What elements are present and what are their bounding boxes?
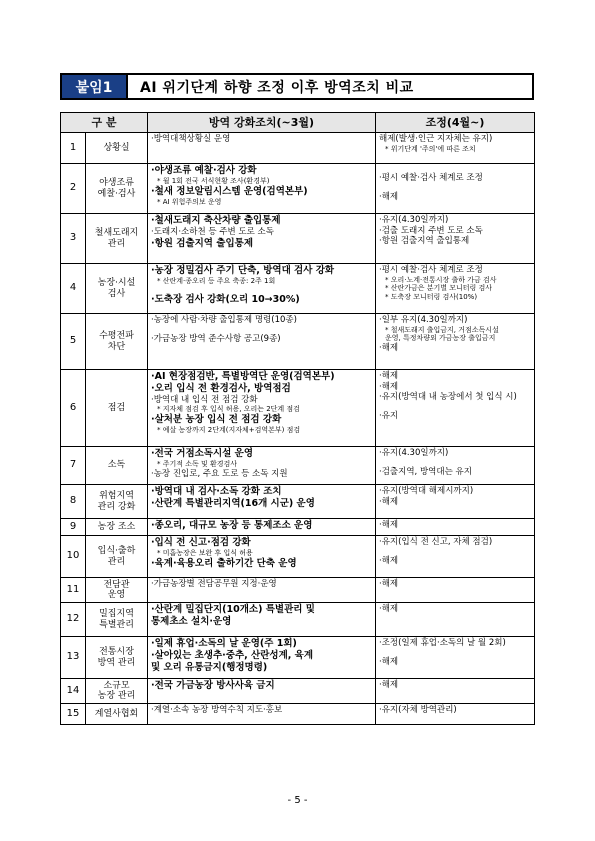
row-category [86,637,148,679]
table-row [61,637,535,679]
row-category [86,603,148,637]
item-text: ·해제 [379,520,399,530]
row-category [86,578,148,603]
item-text: ·AI 현장점검반, 특별방역단 운영(검역본부) [151,371,335,382]
item-text: ·산란계 특별관리지역(16개 시군) 운영 [151,497,315,509]
table-row [61,264,535,314]
note-text: * 오리·노계·전통시장 출하 가금 검사 [385,275,497,284]
category-label: 계열사협회 [94,708,139,719]
item-text: ·살처분 농장 입식 전 점검 강화 [151,414,282,426]
category-label: 농장 조소 [97,521,136,532]
item-text: ·전국 거점소독시설 운영 [151,448,253,459]
table-row [61,704,535,725]
strengthened-measures-cell [148,164,376,214]
item-text: ·도축장 검사 강화(오리 10→30%) [151,293,300,305]
item-text: ·조정(일제 휴업·소독의 날 월 2회) [379,638,506,648]
table-row [61,485,535,519]
item-text: ·철새 정보알림시스템 운영(검역본부) [151,185,308,197]
strengthened-measures-cell [148,485,376,519]
category-label: 위험지역 [99,491,134,502]
category-label: 상황실 [103,142,130,153]
adjusted-measures-cell [376,519,535,536]
item-text: ·농장 진입로, 주요 도로 등 소독 지원 [151,468,288,479]
row-category [86,314,148,370]
strengthened-measures-cell [148,314,376,370]
item-text: ·방역대 내 입식 전 점검 강화 [151,394,258,405]
category-label: 수평전파 [99,331,134,342]
table-row [61,164,535,214]
item-text: ·산란계 밀집단지(10개소) 특별관리 및 [151,604,315,615]
spacer [379,459,531,467]
item-text: ·평시 예찰·검사 체계로 조정 [379,265,483,275]
table-row [61,578,535,603]
adjusted-measures-cell [376,679,535,704]
header-category: 구 분 [61,113,148,133]
item-text: ·유지(방역대 내 농장에서 첫 입식 시) [379,392,517,403]
note-text: * 미흡농장은 보완 후 입식 허용 [157,548,253,557]
item-text: ·해제 [379,579,399,589]
category-label: 차단 [107,341,126,352]
table-row [61,447,535,485]
item-text: ·유지(4.30일까지) [379,215,449,225]
row-number: 10 [61,536,86,578]
adjusted-measures-cell [376,447,535,485]
table-row [61,214,535,264]
item-text: ·항원 검출지역 출입통제 [151,237,253,249]
category-label: 운영 [107,590,126,600]
item-text: ·검출 도래지 주변 도로 소독 [379,225,483,236]
row-number: 15 [61,704,86,725]
row-number: 9 [61,519,86,536]
item-text: ·평시 예찰·검사 체계로 조정 [379,173,483,183]
row-category [86,370,148,447]
category-label: 야생조류 [99,178,134,189]
strengthened-measures-cell [148,214,376,264]
adjusted-measures-cell [376,370,535,447]
row-category [86,679,148,704]
category-label: 전담관 [103,579,130,590]
item-text: ·유지(4.30일까지) [379,448,449,458]
table-row [61,536,535,578]
spacer [379,165,531,173]
note-text: * 위기단계 '주의'에 따른 조치 [385,144,476,153]
category-label: 관리 강화 [97,501,136,512]
spacer [379,548,531,556]
item-text: ·육계·육용오리 출하기간 단축 운영 [151,557,297,569]
item-text: ·계열·소속 농장 방역수칙 지도·홍보 [151,705,283,715]
adjusted-measures-cell [376,603,535,637]
item-text: ·농장에 사람·차량 출입통제 명령(10종) [151,315,297,325]
row-category [86,536,148,578]
note-text: * 철새도래지 출입금지, 거점소독시설 [385,325,499,334]
adjusted-measures-cell [376,536,535,578]
note-text: * 주기적 소독 및 환경검사 [157,459,238,468]
row-number: 12 [61,603,86,637]
item-text: ·해제 [379,343,399,354]
category-label: 소규모 [103,680,130,691]
item-text: ·방역대 내 검사·소독 강화 조치 [151,486,282,497]
strengthened-measures-cell [148,603,376,637]
header-adjusted: 조정(4월~) [376,113,535,133]
item-text: ·일부 유지(4.30일까지) [379,315,468,325]
item-text: ·해제 [379,604,399,614]
strengthened-measures-cell [148,578,376,603]
item-text: 해제(발생·인근 지자체는 유지) [379,134,493,144]
row-category [86,519,148,536]
adjusted-measures-cell [376,214,535,264]
item-text: ·입식 전 신고·점검 강화 [151,537,251,548]
row-category [86,447,148,485]
item-text: ·해제 [379,381,399,392]
item-text: ·가금농장별 전담공무원 지정·운영 [151,579,277,589]
strengthened-measures-cell [148,679,376,704]
category-label: 농장 관리 [97,691,136,701]
item-text: ·전국 가금농장 방사사육 금지 [151,680,275,691]
item-text: ·해제 [379,371,399,381]
row-number: 13 [61,637,86,679]
note-text: * 산란가금은 분기별 모니터링 검사 [385,284,493,293]
strengthened-measures-cell [148,370,376,447]
item-text: ·유지(자체 방역관리) [379,705,457,715]
adjusted-measures-cell [376,637,535,679]
adjusted-measures-cell [376,164,535,214]
adjusted-measures-cell [376,704,535,725]
item-text: ·살아있는 초생추·중추, 산란성계, 육계 [151,649,314,661]
category-label: 소독 [107,460,126,471]
adjusted-measures-cell [376,133,535,164]
header-strengthened: 방역 강화조치(~3월) [148,113,376,133]
category-label: 점검 [107,402,126,413]
row-number: 8 [61,485,86,519]
row-number: 2 [61,164,86,214]
page-number: - 5 - [287,795,308,806]
strengthened-measures-cell [148,536,376,578]
appendix-title-bar [60,73,534,100]
item-text: ·해제 [379,191,399,202]
table-row [61,370,535,447]
item-text: ·해제 [379,496,399,507]
item-text: ·검출지역, 방역대는 유지 [379,466,472,477]
note-text: * 산란계·종오리 등 주요 축종: 2주 1회 [157,276,276,285]
note-text: * 예살 농장까지 2단계(지자체+검역본부) 점검 [157,426,301,434]
strengthened-measures-cell [148,133,376,164]
note-text: 운영, 특정차량외 가금농장 출입금지 [385,334,496,343]
item-text: ·방역대책상황실 운영 [151,134,231,144]
row-category [86,164,148,214]
note-text: * 지자체 점검 후 입식 허용, 오리는 2단계 점검 [157,405,300,414]
item-text: ·농장 정밀검사 주기 단축, 방역대 검사 강화 [151,265,335,276]
row-category [86,214,148,264]
note-text: * AI 위험주의보 운영 [157,197,222,206]
row-number: 4 [61,264,86,314]
row-number: 11 [61,578,86,603]
adjusted-measures-cell [376,485,535,519]
category-label: 관리 [107,556,126,567]
table-row [61,679,535,704]
row-category [86,264,148,314]
item-text: ·오리 입식 전 환경검사, 방역점검 [151,382,291,394]
table-row [61,603,535,637]
row-number: 5 [61,314,86,370]
item-text: ·유지(방역대 해제시까지) [379,486,474,496]
appendix-tag: 붙임1 [62,75,128,98]
item-text: ·해제 [379,656,399,667]
item-text: ·가금농장 방역 준수사항 공고(9종) [151,333,281,344]
item-text: ·철새도래지 축산차량 출입통제 [151,215,281,226]
category-label: 예찰·검사 [97,188,136,199]
table-row [61,314,535,370]
category-label: 특별관리 [99,619,134,630]
row-number: 14 [61,679,86,704]
strengthened-measures-cell [148,704,376,725]
note-text: * 도축장 모니터링 검사(10%) [385,293,478,302]
adjusted-measures-cell [376,314,535,370]
item-text: ·도래지·소하천 등 주변 도로 소독 [151,226,274,237]
table-header-row [61,113,535,133]
strengthened-measures-cell [148,264,376,314]
table-row [61,133,535,164]
category-label: 입식·출하 [97,546,136,557]
item-text: ·해제 [379,680,399,690]
spacer [379,649,531,657]
adjusted-measures-cell [376,578,535,603]
adjusted-measures-cell [376,264,535,314]
row-category [86,133,148,164]
row-category [86,485,148,519]
appendix-title: AI 위기단계 하향 조정 이후 방역조치 비교 [140,79,414,96]
category-label: 방역 관리 [97,657,136,668]
category-label: 관리 [107,238,126,249]
row-number: 3 [61,214,86,264]
row-number: 6 [61,370,86,447]
category-label: 밀집지역 [99,609,134,620]
spacer [379,184,531,192]
item-text: ·종오리, 대규모 농장 등 통제조소 운영 [151,520,313,531]
category-label: 검사 [107,288,126,299]
item-text: ·유지 [379,410,399,421]
strengthened-measures-cell [148,447,376,485]
spacer [151,286,372,294]
row-number: 1 [61,133,86,164]
row-number: 7 [61,447,86,485]
category-label: 전통시장 [99,647,134,658]
spacer [379,403,531,411]
item-text: 통제초소 설치·운영 [151,615,232,627]
category-label: 철새도래지 [94,228,139,239]
strengthened-measures-cell [148,637,376,679]
strengthened-measures-cell [148,519,376,536]
item-text: ·야생조류 예찰·검사 강화 [151,165,257,176]
row-category [86,704,148,725]
item-text: ·항원 검출지역 출입통제 [379,236,470,247]
item-text: ·해제 [379,555,399,566]
note-text: * 월 1회 전국 서식현황 조사(환경부) [157,176,270,185]
item-text: 및 오리 유통금지(행정명령) [151,661,268,673]
item-text: ·일제 휴업·소독의 날 운영(주 1회) [151,638,297,649]
comparison-table [60,112,535,725]
table-row [61,519,535,536]
spacer [151,326,372,334]
category-label: 농장·시설 [97,278,136,289]
item-text: ·유지(입식 전 신고, 자체 점검) [379,537,493,547]
